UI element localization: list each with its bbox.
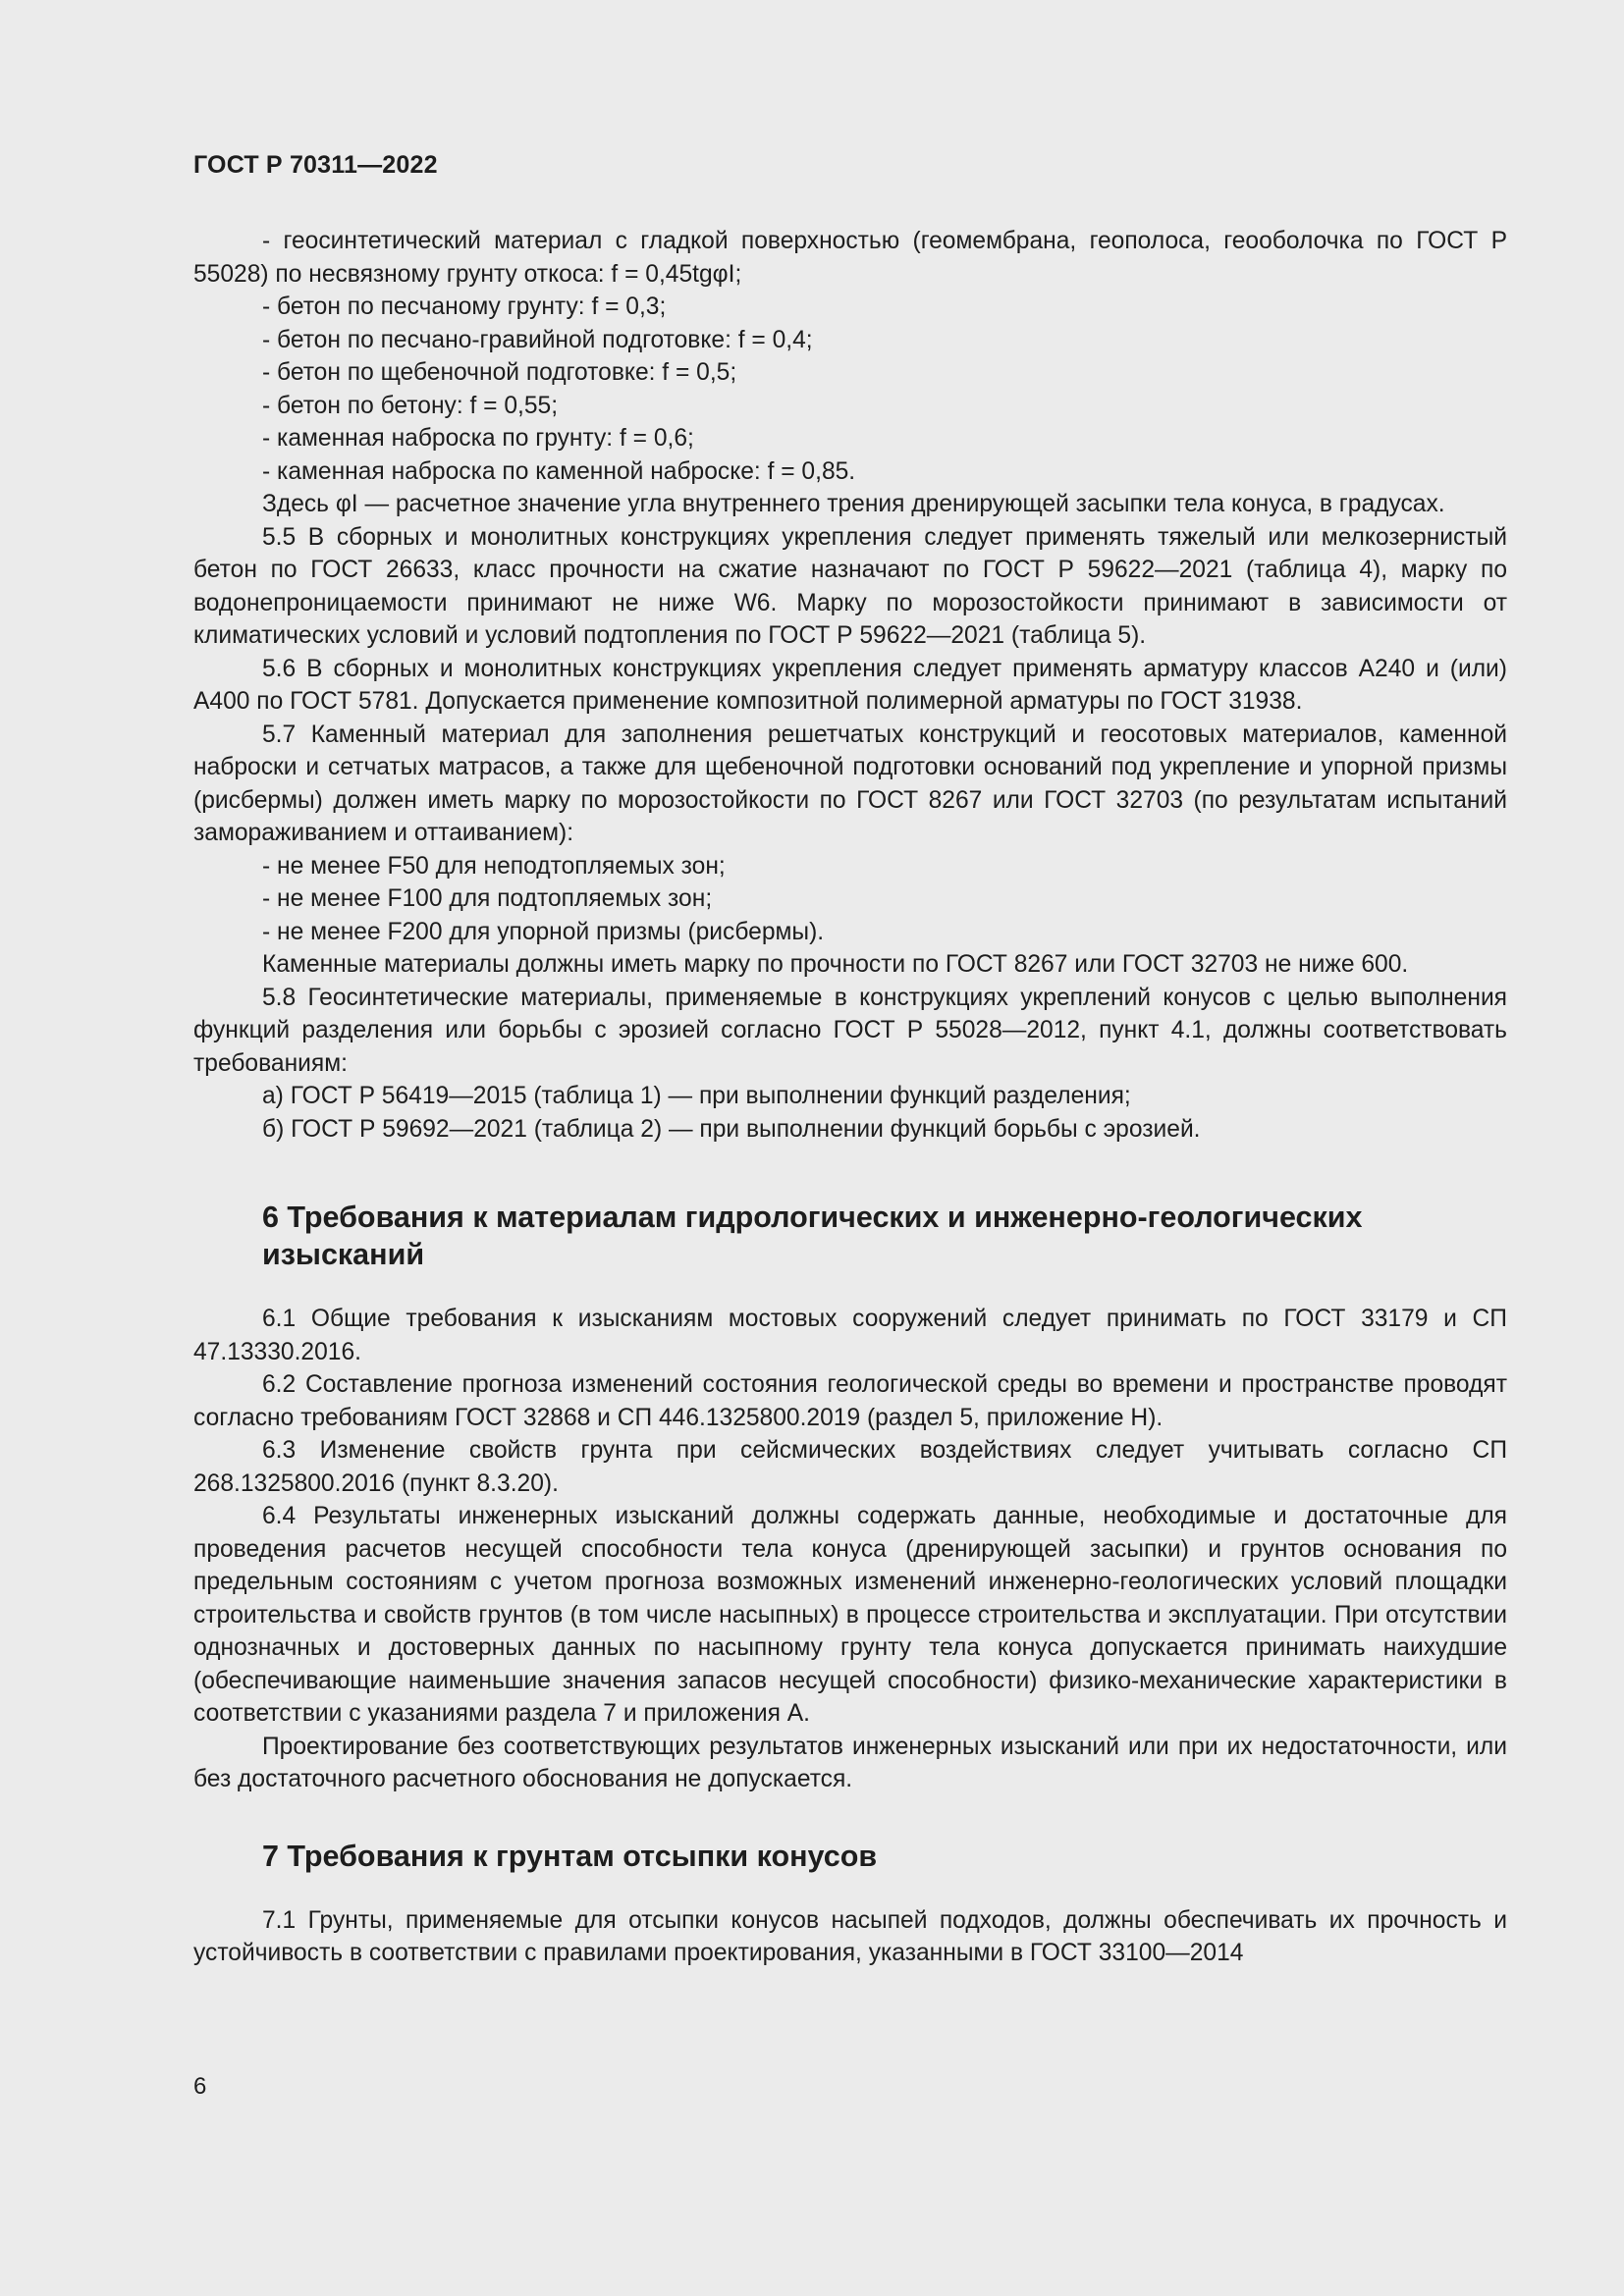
section-6-heading: 6 Требования к материалам гидрологических и инженерно-геологических изысканий — [262, 1201, 1363, 1271]
paragraph-list-item: - бетон по песчано-гравийной подготовке: f = 0,4; — [262, 326, 813, 353]
paragraph-5-7: 5.7 Каменный материал для заполнения решетчатых конструкций и геосотовых материалов, каменной наброски и сетчатых матрасов, а также для щебеночной подготовки оснований под укрепление и упорной призмы (рисбермы) должен иметь марку по морозостойкости по ГОСТ 8267 или ГОСТ 32703 (по результатам испытаний замораживанием и оттаиванием): — [193, 721, 1507, 846]
document-header: ГОСТ Р 70311—2022 — [193, 151, 438, 179]
paragraph-list-item: - бетон по песчаному грунту: f = 0,3; — [262, 294, 667, 320]
paragraph-6-1: 6.1 Общие требования к изысканиям мостовых сооружений следует принимать по ГОСТ 33179 и СП 47.13330.2016. — [193, 1306, 1507, 1365]
paragraph-5-5: 5.5 В сборных и монолитных конструкциях укрепления следует применять тяжелый или мелкозернистый бетон по ГОСТ 26633, класс прочности на сжатие назначают по ГОСТ Р 59622—2021 (таблица 4), марку по водонепроницаемости принимают не ниже W6. Марку по морозостойкости принимают в зависимости от климатических условий и условий подтопления по ГОСТ Р 59622—2021 (таблица 5). — [193, 523, 1507, 649]
paragraph-6-4: 6.4 Результаты инженерных изысканий должны содержать данные, необходимые и достаточные для проведения расчетов несущей способности тела конуса (дренирующей засыпки) и грунтов основания по предельным состояниям с учетом прогноза возможных изменений инженерно-геологических условий площадки строительства и свойств грунтов (в том числе насыпных) в процессе строительства и эксплуатации. При отсутствии однозначных и достоверных данных по насыпному грунту тела конуса допускается принимать наихудшие (обеспечивающие наименьшие значения запасов несущей способности) физико-механические характеристики в соответствии с указаниями раздела 7 и приложения А. — [193, 1503, 1507, 1727]
paragraph-list-item: а) ГОСТ Р 56419—2015 (таблица 1) — при выполнении функций разделения; — [262, 1083, 1131, 1109]
paragraph-list-item: - не менее F200 для упорной призмы (рисбермы). — [262, 918, 825, 945]
paragraph-list-item: б) ГОСТ Р 59692—2021 (таблица 2) — при выполнении функций борьбы с эрозией. — [262, 1115, 1201, 1143]
paragraph-6-2: 6.2 Составление прогноза изменений состояния геологической среды во времени и пространстве проводят согласно требованиям ГОСТ 32868 и СП 446.1325800.2019 (раздел 5, приложение Н). — [193, 1371, 1507, 1431]
paragraph-5-8: 5.8 Геосинтетические материалы, применяемые в конструкциях укреплений конусов с целью выполнения функций разделения или борьбы с эрозией согласно ГОСТ Р 55028—2012, пункт 4.1, должны соответствовать требованиям: — [193, 984, 1507, 1077]
document-body — [193, 225, 1507, 1970]
paragraph-list-item: - не менее F50 для неподтопляемых зон; — [262, 852, 726, 880]
paragraph-list-item: - каменная наброска по каменной наброске: f = 0,85. — [262, 457, 856, 485]
section-7-heading: 7 Требования к грунтам отсыпки конусов — [262, 1839, 878, 1873]
paragraph-6-3: 6.3 Изменение свойств грунта при сейсмических воздействиях следует учитывать согласно СП 268.1325800.2016 (пункт 8.3.20). — [193, 1437, 1507, 1497]
paragraph-list-item: - не менее F100 для подтопляемых зон; — [262, 885, 713, 912]
paragraph-strength: Каменные материалы должны иметь марку по прочности по ГОСТ 8267 или ГОСТ 32703 не ниже 600. — [262, 951, 1409, 978]
paragraph-note: Здесь φI — расчетное значение угла внутреннего трения дренирующей засыпки тела конуса, в градусах. — [262, 491, 1445, 517]
paragraph-7-1: 7.1 Грунты, применяемые для отсыпки конусов насыпей подходов, должны обеспечивать их прочность и устойчивость в соответствии с правилами проектирования, указанными в ГОСТ 33100—2014 — [193, 1906, 1507, 1966]
page-number: 6 — [193, 2073, 207, 2100]
paragraph-list-item: - бетон по щебеночной подготовке: f = 0,5; — [262, 359, 737, 386]
paragraph-5-6: 5.6 В сборных и монолитных конструкциях укрепления следует применять арматуру классов А240 и (или) А400 по ГОСТ 5781. Допускается применение композитной полимерной арматуры по ГОСТ 31938. — [193, 655, 1507, 715]
paragraph-list-item: - каменная наброска по грунту: f = 0,6; — [262, 425, 694, 452]
paragraph-6-design: Проектирование без соответствующих результатов инженерных изысканий или при их недостаточности, или без достаточного расчетного обоснования не допускается. — [193, 1733, 1507, 1792]
paragraph-list-item: - геосинтетический материал с гладкой поверхностью (геомембрана, геополоса, геооболочка по ГОСТ Р 55028) по несвязному грунту откоса: f = 0,45tgφI; — [193, 228, 1507, 288]
paragraph-list-item: - бетон по бетону: f = 0,55; — [262, 392, 559, 419]
